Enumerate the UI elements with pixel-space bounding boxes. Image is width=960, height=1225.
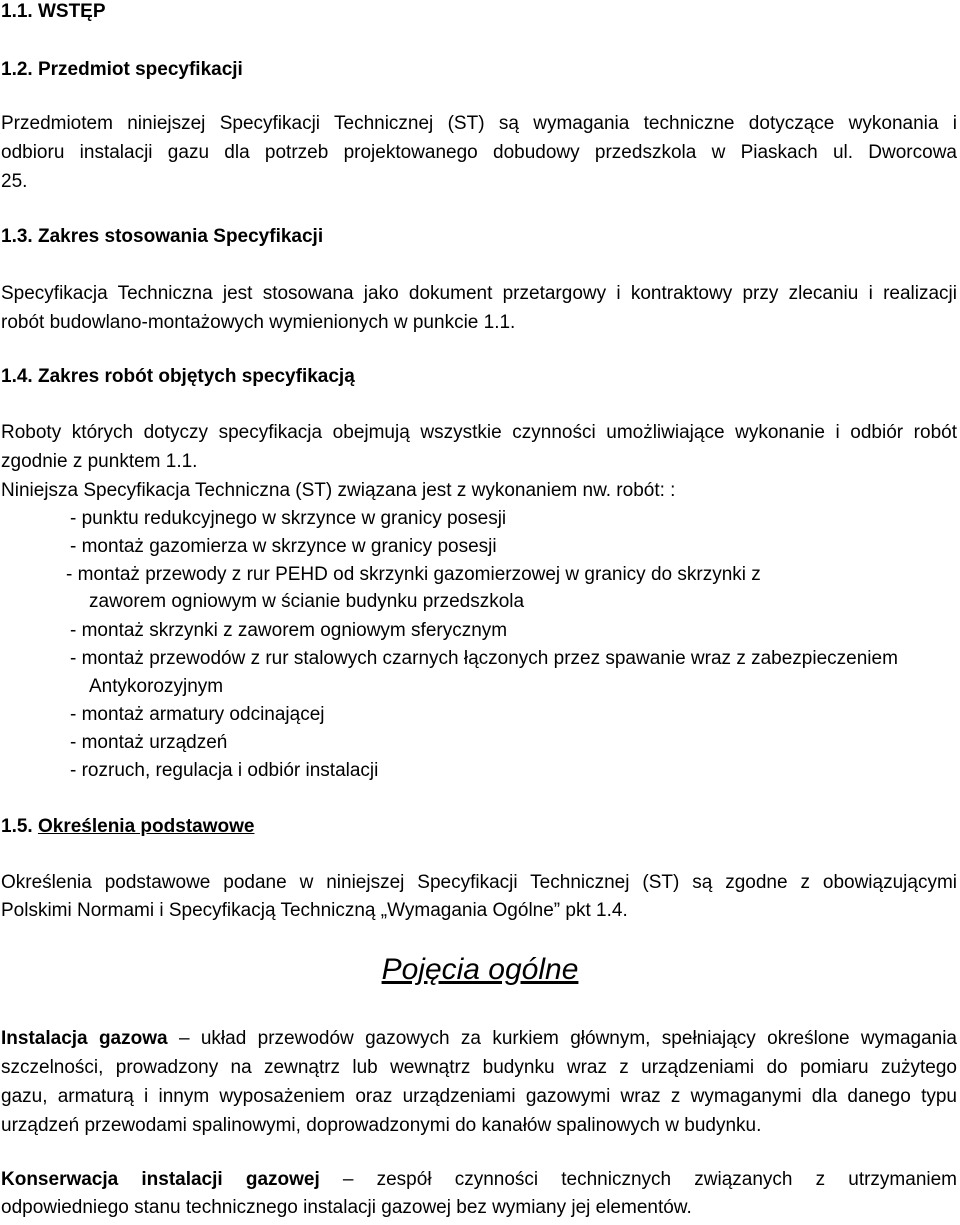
list-item: - montaż przewodów z rur stalowych czarnych łączonych przez spawanie wraz z zabezpieczeniem [70,648,898,669]
paragraph-line: robót budowlano-montażowych wymienionych w punkcie 1.1. [1,312,516,333]
section-heading-1-4: 1.4. Zakres robót objętych specyfikacją [1,366,355,387]
paragraph-line: odbioru instalacji gazu dla potrzeb projektowanego dobudowy przedszkola w Piaskach ul. Dworcowa [1,142,957,163]
definition-line: gazu, armaturą i innym wyposażeniem oraz urządzeniami gazowymi wraz z wymaganymi dla danego typu [1,1086,957,1107]
paragraph-line: 25. [1,171,28,192]
section-title: Określenia podstawowe [37,816,255,837]
paragraph-line: Określenia podstawowe podane w niniejszej Specyfikacji Technicznej (ST) są zgodne z obowiązującymi [1,872,957,893]
list-item-continuation: Antykorozyjnym [89,676,224,697]
list-item-continuation: zaworem ogniowym w ścianie budynku przedszkola [89,591,525,612]
definition-term: Konserwacja instalacji gazowej [1,1169,320,1190]
section-heading-1-1: 1.1. WSTĘP [1,1,106,22]
definition-text: – układ przewodów gazowych za kurkiem głównym, spełniający określone wymagania [167,1028,957,1049]
definition-line: urządzeń przewodami spalinowymi, doprowadzonymi do kanałów spalinowych w budynku. [1,1115,762,1136]
definition-line: odpowiedniego stanu technicznego instalacji gazowej bez wymiany jej elementów. [1,1197,692,1218]
general-terms-title: Pojęcia ogólne [381,953,579,986]
definition-line [1,1168,957,1192]
section-heading-1-2: 1.2. Przedmiot specyfikacji [1,59,243,80]
paragraph-line: Specyfikacja Techniczna jest stosowana jako dokument przetargowy i kontraktowy przy zlecaniu i realizacji [1,283,957,304]
paragraph-line: Niniejsza Specyfikacja Techniczna (ST) związana jest z wykonaniem nw. robót: : [1,480,676,501]
list-item: - punktu redukcyjnego w skrzynce w granicy posesji [70,508,507,529]
paragraph-line: Polskimi Normami i Specyfikacją Techniczną „Wymagania Ogólne” pkt 1.4. [1,900,628,921]
paragraph-line: Przedmiotem niniejszej Specyfikacji Technicznej (ST) są wymagania techniczne dotyczące wykonania i [1,113,957,134]
definition-term: Instalacja gazowa [1,1028,168,1049]
list-item: - montaż gazomierza w skrzynce w granicy posesji [70,536,497,557]
list-item: - montaż przewody z rur PEHD od skrzynki gazomierzowej w granicy do skrzynki z [66,564,761,585]
definition-line: szczelności, prowadzony na zewnątrz lub wewnątrz budynku wraz z urządzeniami do pomiaru zużytego [1,1057,957,1078]
list-item: - rozruch, regulacja i odbiór instalacji [70,760,379,781]
paragraph-line: zgodnie z punktem 1.1. [1,451,198,472]
section-number: 1.5. [1,816,38,837]
list-item: - montaż skrzynki z zaworem ogniowym sferycznym [70,620,508,641]
section-heading-1-5 [1,815,254,839]
definition-text: – zespół czynności technicznych związanych z utrzymaniem [319,1169,958,1190]
section-heading-1-3: 1.3. Zakres stosowania Specyfikacji [1,226,324,247]
paragraph-line: Roboty których dotyczy specyfikacja obejmują wszystkie czynności umożliwiające wykonanie i odbiór robót [1,422,957,443]
definition-line [1,1027,957,1051]
list-item: - montaż armatury odcinającej [70,704,325,725]
list-item: - montaż urządzeń [70,732,228,753]
